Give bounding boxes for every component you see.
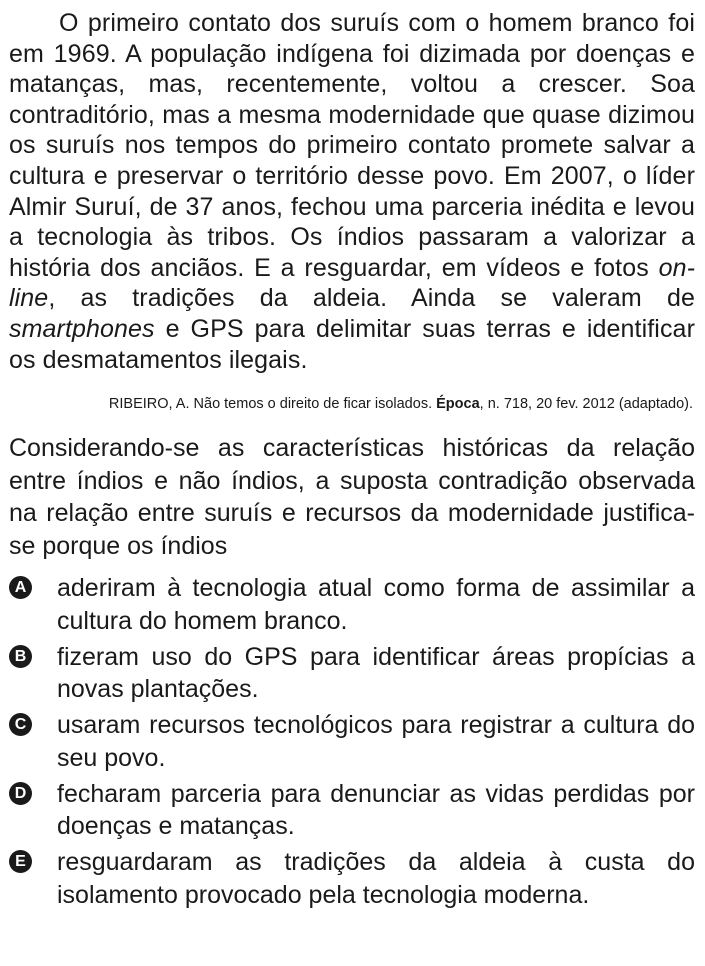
- passage-part-1: O primeiro contato dos suruís com o homem branco foi em 1969. A população indígena foi dizimada por doenças e matanças, mas, recentemente, voltou a crescer. Soa contraditório, mas a mesma modernidade que quase dizimou os suruís nos tempos do primeiro contato promete salvar a cultura e preservar o território desse povo. Em 2007, o líder Almir Suruí, de 37 anos, fechou uma parceria inédita e levou a tecnologia às tribos. Os índios passaram a valorizar a história dos anciãos. E a resguardar, em vídeos e fotos: [9, 9, 695, 282]
- source-citation: [9, 395, 695, 413]
- option-d[interactable]: [9, 778, 695, 843]
- passage-part-3: e GPS para delimitar suas terras e identificar os desmatamentos ilegais.: [9, 314, 695, 374]
- question-stem: Considerando-se as características históricas da relação entre índios e não índios, a suposta contradição observada na relação entre suruís e recursos da modernidade justifica-se porque os índios: [9, 434, 695, 560]
- option-c-text: usaram recursos tecnológicos para registrar a cultura do seu povo.: [57, 711, 695, 772]
- option-e-text: resguardaram as tradições da aldeia à custa do isolamento provocado pela tecnologia moderna.: [57, 848, 695, 909]
- source-pre: RIBEIRO, A. Não temos o direito de ficar isolados.: [108, 396, 437, 413]
- source-post: , n. 718, 20 fev. 2012 (adaptado).: [479, 396, 693, 413]
- answer-options: [9, 572, 695, 911]
- option-a-letter-badge: A: [9, 576, 32, 599]
- option-b[interactable]: [9, 641, 695, 706]
- option-a[interactable]: [9, 572, 695, 637]
- passage-emphasis-smartphones: smartphones: [9, 314, 155, 343]
- option-d-text: fecharam parceria para denunciar as vidas perdidas por doenças e matanças.: [57, 779, 695, 841]
- option-e-letter-badge: E: [9, 850, 32, 873]
- option-b-text: fizeram uso do GPS para identificar áreas propícias a novas plantações.: [57, 642, 695, 704]
- option-d-letter-badge: D: [9, 782, 32, 805]
- option-e[interactable]: [9, 846, 695, 911]
- option-b-letter-badge: B: [9, 645, 32, 668]
- option-a-text: aderiram à tecnologia atual como forma de assimilar a cultura do homem branco.: [57, 574, 695, 635]
- option-c[interactable]: [9, 709, 695, 774]
- passage-part-2: , as tradições da aldeia. Ainda se valeram de: [48, 284, 695, 313]
- passage-text: [9, 8, 695, 375]
- option-c-letter-badge: C: [9, 713, 32, 736]
- passage-emphasis-online: on-line: [9, 253, 695, 313]
- source-magazine: Época: [436, 396, 480, 413]
